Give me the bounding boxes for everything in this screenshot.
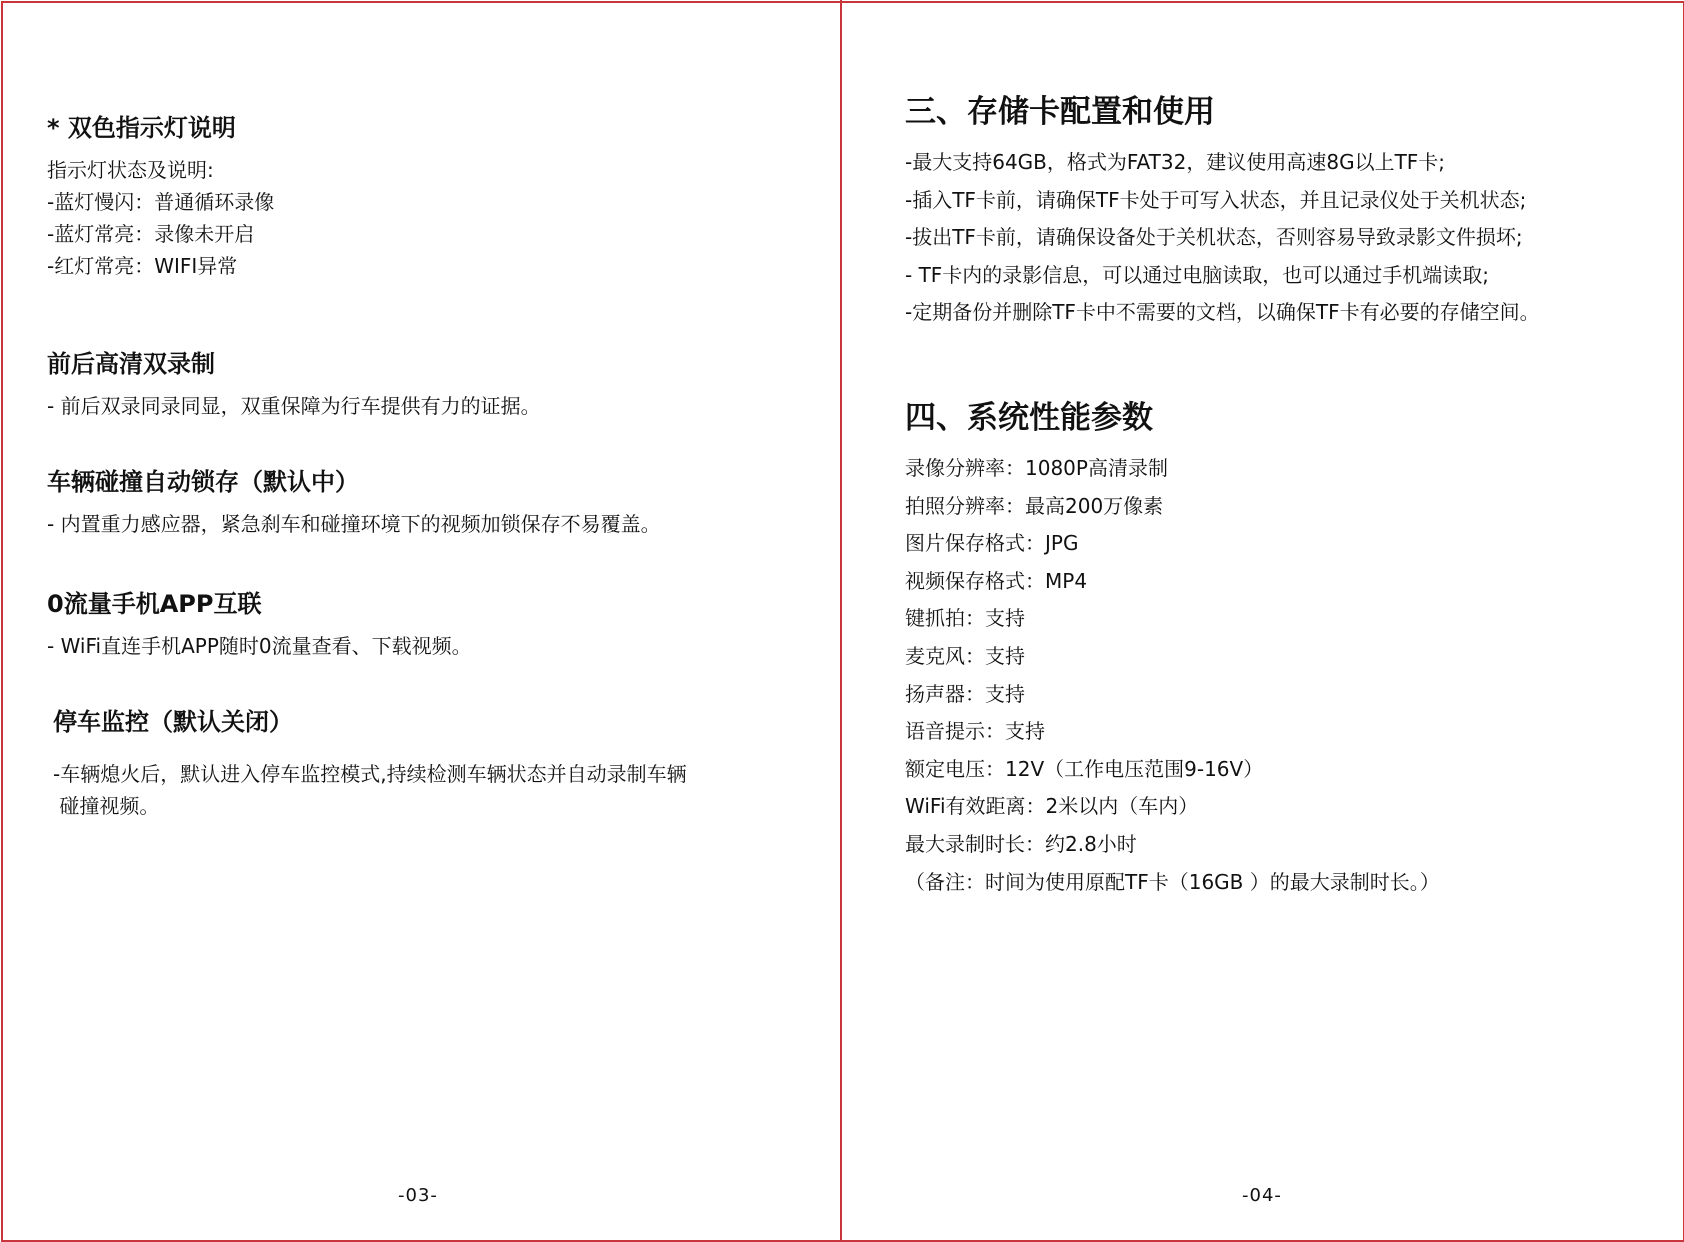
specs-section — [905, 398, 1645, 901]
app-link-line: - WiFi直连手机APP随时0流量查看、下载视频。 — [47, 634, 472, 658]
storage-line: -插入TF卡前，请确保TF卡处于可写入状态，并且记录仪处于关机状态; — [905, 187, 1527, 212]
storage-line: -最大支持64GB，格式为FAT32，建议使用高速8G以上TF卡; — [905, 150, 1446, 174]
parking-line: 碰撞视频。 — [53, 794, 160, 818]
indicator-line: -蓝灯常亮：录像未开启 — [47, 222, 255, 246]
collision-lock-line: - 内置重力感应器，紧急刹车和碰撞环境下的视频加锁保存不易覆盖。 — [47, 512, 661, 536]
specs-title: 四、系统性能参数 — [905, 400, 1153, 436]
dual-record-title: 前后高清双录制 — [47, 350, 215, 378]
indicator-section — [47, 112, 787, 282]
storage-line: -拔出TF卡前，请确保设备处于关机状态，否则容易导致录影文件损坏; — [905, 225, 1523, 250]
page-divider — [840, 0, 842, 1241]
collision-lock-section — [47, 466, 787, 540]
spec-line: 图片保存格式：JPG — [905, 531, 1079, 556]
spec-line: WiFi有效距离：2米以内（车内） — [905, 794, 1199, 819]
page-number-left: -03- — [398, 1185, 438, 1206]
collision-lock-title: 车辆碰撞自动锁存（默认中） — [47, 468, 359, 496]
parking-title: 停车监控（默认关闭） — [53, 708, 293, 736]
indicator-line: -红灯常亮：WIFI异常 — [47, 254, 238, 278]
storage-line: -定期备份并删除TF卡中不需要的文档，以确保TF卡有必要的存储空间。 — [905, 300, 1540, 325]
storage-line: - TF卡内的录影信息，可以通过电脑读取，也可以通过手机端读取; — [905, 262, 1490, 287]
storage-title: 三、存储卡配置和使用 — [905, 94, 1215, 130]
spec-line: 最大录制时长：约2.8小时 — [905, 831, 1137, 856]
dual-record-line: - 前后双录同录同显，双重保障为行车提供有力的证据。 — [47, 394, 541, 418]
parking-section — [53, 706, 793, 822]
spec-line: 额定电压：12V（工作电压范围9-16V） — [905, 756, 1264, 781]
spec-line: 键抓拍：支持 — [905, 606, 1025, 631]
parking-line: -车辆熄火后，默认进入停车监控模式,持续检测车辆状态并自动录制车辆 — [53, 762, 687, 786]
app-link-title: 0流量手机APP互联 — [47, 590, 262, 618]
spec-line: 麦克风：支持 — [905, 643, 1025, 668]
spec-line: 录像分辨率：1080P高清录制 — [905, 456, 1168, 480]
dual-record-section — [47, 348, 787, 422]
indicator-line: 指示灯状态及说明: — [47, 158, 214, 182]
spec-line: 扬声器：支持 — [905, 681, 1025, 706]
indicator-title: * 双色指示灯说明 — [47, 114, 236, 142]
storage-section — [905, 92, 1645, 332]
spec-line: （备注：时间为使用原配TF卡（16GB ）的最大录制时长。） — [905, 869, 1440, 894]
app-link-section — [47, 588, 787, 662]
spec-line: 视频保存格式：MP4 — [905, 568, 1088, 593]
page-number-right: -04- — [1242, 1185, 1282, 1206]
spec-line: 语音提示：支持 — [905, 719, 1045, 744]
spec-line: 拍照分辨率：最高200万像素 — [905, 493, 1164, 518]
indicator-line: -蓝灯慢闪：普通循环录像 — [47, 190, 275, 214]
